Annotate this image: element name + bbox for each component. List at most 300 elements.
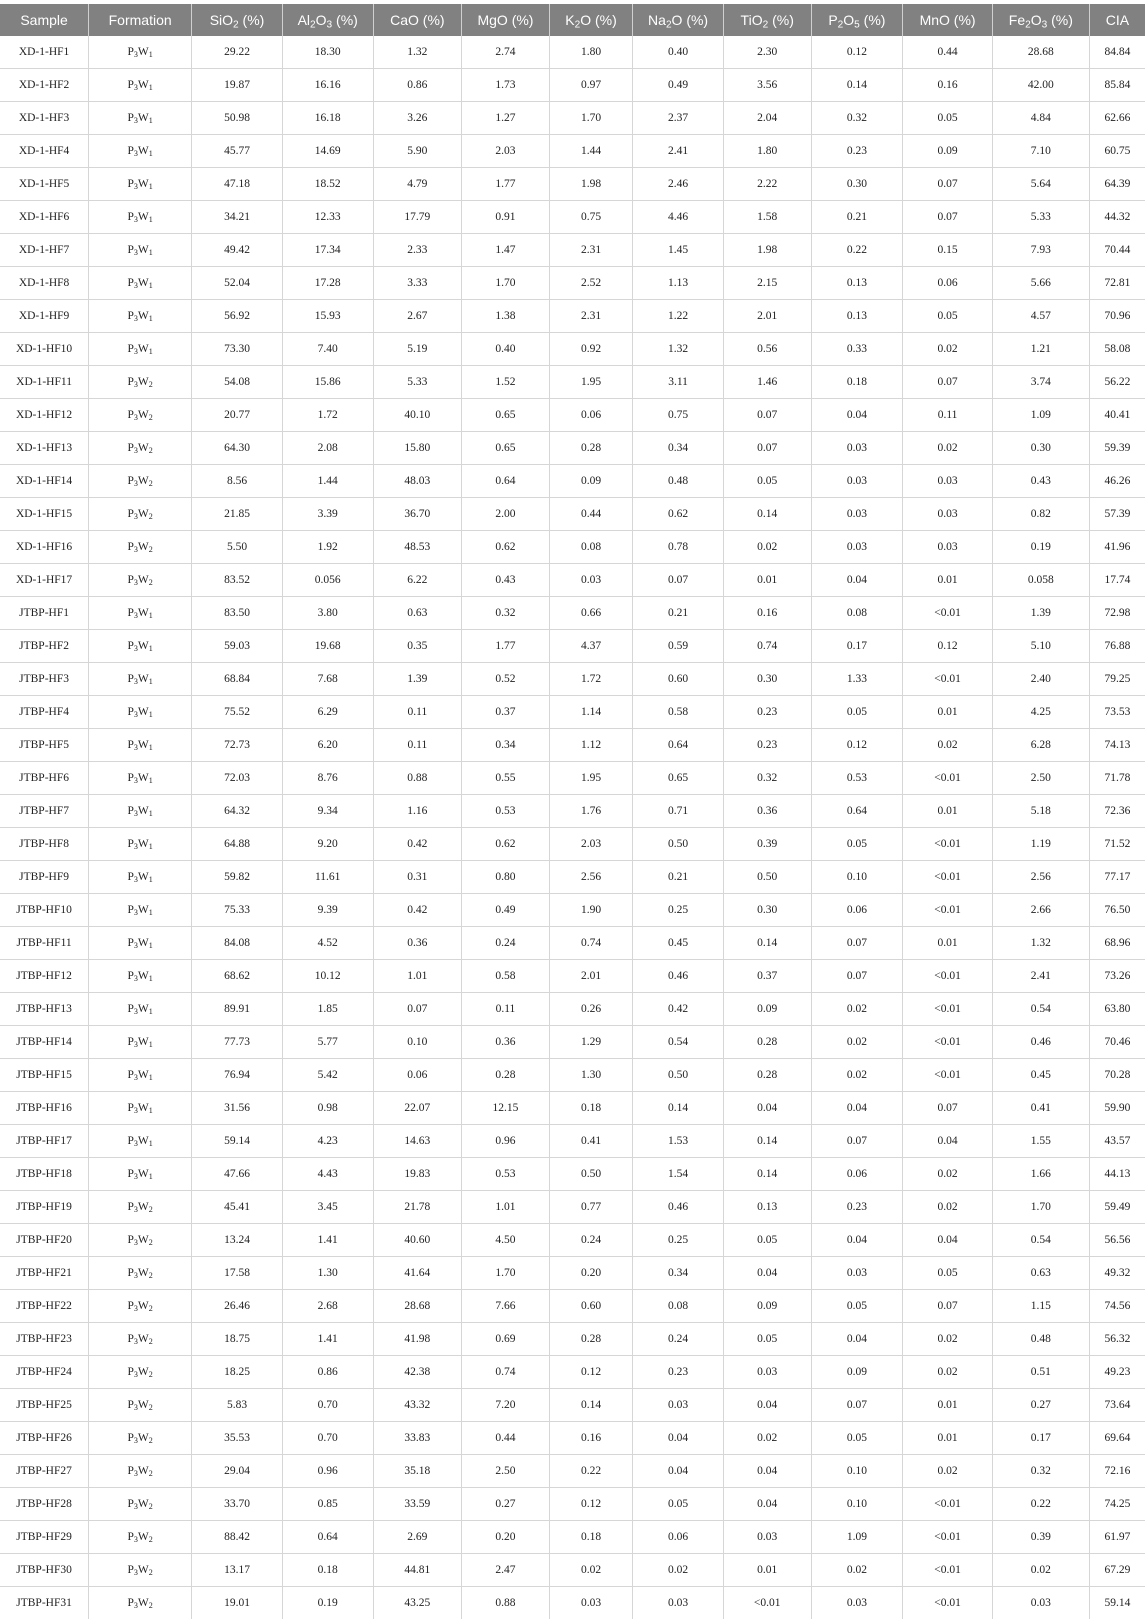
cell-al2o3: 1.30 [282,1257,373,1290]
cell-mgo: 1.73 [462,69,550,102]
cell-na2o: 0.25 [633,894,724,927]
text-part: P [127,409,133,421]
text-part: W [138,1564,149,1576]
cell-p2o5: 0.07 [811,1125,903,1158]
cell-k2o: 0.75 [549,201,632,234]
cell-na2o: 0.75 [633,399,724,432]
cell-sio2: 35.53 [192,1422,283,1455]
cell-formation [89,69,192,102]
cell-na2o: 0.62 [633,498,724,531]
cell-p2o5: 0.03 [811,465,903,498]
cell-tio2: 2.15 [723,267,811,300]
cell-cia: 49.32 [1089,1257,1145,1290]
cell-sio2: 13.17 [192,1554,283,1587]
cell-k2o: 0.74 [549,927,632,960]
cell-cao: 48.53 [373,531,462,564]
cell-p2o5: 0.07 [811,927,903,960]
subscript: 2 [149,1205,153,1214]
cell-k2o: 1.29 [549,1026,632,1059]
cell-k2o: 2.03 [549,828,632,861]
cell-na2o: 2.41 [633,135,724,168]
table-row [0,201,1145,234]
text-part: P [127,772,133,784]
text-part: P [127,1465,133,1477]
cell-mgo: 0.11 [462,993,550,1026]
cell-mno: <0.01 [903,1026,993,1059]
text-part: P [127,838,133,850]
subscript: 3 [134,1337,138,1346]
subscript: 1 [149,83,153,92]
cell-mgo: 0.37 [462,696,550,729]
cell-k2o: 2.01 [549,960,632,993]
cell-mno: <0.01 [903,894,993,927]
cell-k2o: 0.02 [549,1554,632,1587]
cell-al2o3: 9.34 [282,795,373,828]
column-header-cao [373,4,462,36]
cell-formation [89,630,192,663]
text-part: W [138,937,149,949]
cell-formation [89,1389,192,1422]
cell-fe2o3: 2.41 [992,960,1089,993]
text-part: W [138,376,149,388]
cell-tio2: 0.04 [723,1257,811,1290]
text-part: Sample [20,12,67,28]
cell-sio2: 83.50 [192,597,283,630]
text-part: P [127,1300,133,1312]
cell-cao: 0.31 [373,861,462,894]
cell-k2o: 1.70 [549,102,632,135]
cell-mno: 0.02 [903,1323,993,1356]
cell-al2o3: 1.85 [282,993,373,1026]
text-part: W [138,673,149,685]
cell-mgo: 0.53 [462,795,550,828]
cell-mgo: 0.36 [462,1026,550,1059]
cell-cia: 79.25 [1089,663,1145,696]
cell-sample: XD-1-HF15 [0,498,89,531]
subscript: 2 [149,446,153,455]
cell-sample: JTBP-HF1 [0,597,89,630]
cell-cao: 33.83 [373,1422,462,1455]
cell-al2o3: 1.44 [282,465,373,498]
table-row [0,828,1145,861]
text-part: P [127,937,133,949]
cell-mgo: 0.96 [462,1125,550,1158]
subscript: 1 [149,611,153,620]
table-row [0,69,1145,102]
cell-tio2: 0.56 [723,333,811,366]
cell-al2o3: 18.52 [282,168,373,201]
table-row [0,927,1145,960]
cell-p2o5: 0.02 [811,1026,903,1059]
cell-tio2: 0.09 [723,1290,811,1323]
cell-sio2: 49.42 [192,234,283,267]
cell-k2o: 0.12 [549,1488,632,1521]
subscript: 3 [1042,20,1048,31]
text-part: MnO (%) [920,12,976,28]
cell-cia: 43.57 [1089,1125,1145,1158]
cell-formation [89,729,192,762]
cell-mno: <0.01 [903,1587,993,1619]
cell-fe2o3: 5.18 [992,795,1089,828]
cell-sample: XD-1-HF4 [0,135,89,168]
cell-sio2: 52.04 [192,267,283,300]
table-row [0,960,1145,993]
cell-mgo: 1.77 [462,630,550,663]
cell-mgo: 2.03 [462,135,550,168]
subscript: 3 [134,644,138,653]
text-part: P [127,1102,133,1114]
cell-sio2: 31.56 [192,1092,283,1125]
cell-p2o5: 0.64 [811,795,903,828]
cell-p2o5: 0.02 [811,1059,903,1092]
cell-k2o: 0.26 [549,993,632,1026]
cell-na2o: 0.25 [633,1224,724,1257]
cell-formation [89,1257,192,1290]
cell-fe2o3: 42.00 [992,69,1089,102]
subscript: 1 [149,974,153,983]
subscript: 1 [149,347,153,356]
cell-cia: 73.64 [1089,1389,1145,1422]
subscript: 3 [134,1304,138,1313]
cell-sample: XD-1-HF5 [0,168,89,201]
cell-fe2o3: 1.09 [992,399,1089,432]
table-row [0,1059,1145,1092]
cell-tio2: 0.13 [723,1191,811,1224]
table-row [0,135,1145,168]
cell-p2o5: 0.21 [811,201,903,234]
cell-al2o3: 6.29 [282,696,373,729]
cell-na2o: 2.46 [633,168,724,201]
cell-na2o: 0.45 [633,927,724,960]
subscript: 1 [149,710,153,719]
text-part: P [127,442,133,454]
cell-k2o: 0.09 [549,465,632,498]
cell-cao: 40.10 [373,399,462,432]
cell-formation [89,1059,192,1092]
subscript: 3 [134,842,138,851]
cell-sample: JTBP-HF25 [0,1389,89,1422]
text-part: P [127,310,133,322]
cell-sio2: 5.83 [192,1389,283,1422]
cell-al2o3: 0.96 [282,1455,373,1488]
cell-mno: <0.01 [903,1059,993,1092]
text-part: W [138,1597,149,1609]
cell-k2o: 0.97 [549,69,632,102]
cell-sample: JTBP-HF23 [0,1323,89,1356]
text-part: CaO (%) [390,12,444,28]
cell-mno: 0.09 [903,135,993,168]
cell-fe2o3: 0.82 [992,498,1089,531]
cell-cao: 5.19 [373,333,462,366]
cell-sio2: 68.62 [192,960,283,993]
cell-cia: 56.56 [1089,1224,1145,1257]
cell-na2o: 0.49 [633,69,724,102]
cell-sample: XD-1-HF6 [0,201,89,234]
cell-na2o: 0.65 [633,762,724,795]
text-part: P [127,1069,133,1081]
cell-cia: 57.39 [1089,498,1145,531]
cell-fe2o3: 2.40 [992,663,1089,696]
table-row [0,1257,1145,1290]
subscript: 3 [134,710,138,719]
cell-cia: 40.41 [1089,399,1145,432]
cell-formation [89,960,192,993]
text-part: W [138,739,149,751]
cell-cia: 44.32 [1089,201,1145,234]
cell-p2o5: 0.04 [811,399,903,432]
cell-mgo: 0.65 [462,399,550,432]
cell-sio2: 45.77 [192,135,283,168]
cell-formation [89,135,192,168]
cell-mgo: 0.32 [462,597,550,630]
cell-formation [89,597,192,630]
text-part: W [138,244,149,256]
cell-tio2: 0.14 [723,1125,811,1158]
cell-formation [89,663,192,696]
cell-mgo: 0.62 [462,531,550,564]
cell-fe2o3: 28.68 [992,36,1089,69]
text-part: P [127,1597,133,1609]
cell-cia: 76.88 [1089,630,1145,663]
cell-fe2o3: 5.66 [992,267,1089,300]
cell-mgo: 0.62 [462,828,550,861]
cell-mgo: 2.47 [462,1554,550,1587]
cell-mgo: 1.77 [462,168,550,201]
table-row [0,1587,1145,1619]
cell-al2o3: 10.12 [282,960,373,993]
cell-k2o: 1.90 [549,894,632,927]
cell-sio2: 77.73 [192,1026,283,1059]
text-part: P [127,277,133,289]
cell-tio2: 0.23 [723,696,811,729]
cell-cia: 67.29 [1089,1554,1145,1587]
text-part: W [138,112,149,124]
cell-na2o: 0.34 [633,432,724,465]
cell-cia: 60.75 [1089,135,1145,168]
cell-tio2: 1.46 [723,366,811,399]
cell-formation [89,399,192,432]
cell-fe2o3: 0.39 [992,1521,1089,1554]
cell-al2o3: 9.39 [282,894,373,927]
cell-mno: 0.04 [903,1125,993,1158]
cell-cao: 2.33 [373,234,462,267]
cell-sample: JTBP-HF27 [0,1455,89,1488]
cell-mno: 0.07 [903,168,993,201]
cell-cia: 74.13 [1089,729,1145,762]
cell-fe2o3: 1.32 [992,927,1089,960]
cell-na2o: 0.03 [633,1389,724,1422]
cell-mgo: 0.65 [462,432,550,465]
cell-cia: 72.16 [1089,1455,1145,1488]
cell-mno: 0.01 [903,1422,993,1455]
subscript: 2 [149,1304,153,1313]
cell-formation [89,36,192,69]
text-part: P [127,145,133,157]
cell-cao: 0.35 [373,630,462,663]
cell-formation [89,201,192,234]
cell-p2o5: 0.05 [811,1290,903,1323]
cell-cia: 59.14 [1089,1587,1145,1619]
cell-formation [89,927,192,960]
cell-cao: 6.22 [373,564,462,597]
cell-fe2o3: 0.43 [992,465,1089,498]
cell-mno: <0.01 [903,663,993,696]
cell-na2o: 0.40 [633,36,724,69]
subscript: 2 [149,1337,153,1346]
cell-sample: XD-1-HF10 [0,333,89,366]
cell-sio2: 76.94 [192,1059,283,1092]
text-part: P [127,640,133,652]
cell-sample: JTBP-HF28 [0,1488,89,1521]
cell-k2o: 1.30 [549,1059,632,1092]
subscript: 5 [854,20,860,31]
cell-na2o: 0.06 [633,1521,724,1554]
cell-al2o3: 4.23 [282,1125,373,1158]
cell-al2o3: 7.68 [282,663,373,696]
subscript: 3 [134,1568,138,1577]
cell-sio2: 18.75 [192,1323,283,1356]
cell-al2o3: 12.33 [282,201,373,234]
subscript: 3 [134,446,138,455]
cell-sample: JTBP-HF7 [0,795,89,828]
subscript: 1 [149,842,153,851]
cell-sample: XD-1-HF1 [0,36,89,69]
subscript: 3 [134,314,138,323]
cell-sample: XD-1-HF2 [0,69,89,102]
cell-tio2: 2.22 [723,168,811,201]
subscript: 3 [134,743,138,752]
subscript: 1 [149,941,153,950]
cell-cao: 14.63 [373,1125,462,1158]
cell-na2o: 0.08 [633,1290,724,1323]
cell-cia: 73.53 [1089,696,1145,729]
text-part: P [127,1564,133,1576]
table-row [0,663,1145,696]
text-part: W [138,1069,149,1081]
cell-p2o5: 0.33 [811,333,903,366]
cell-na2o: 0.21 [633,861,724,894]
cell-fe2o3: 6.28 [992,729,1089,762]
cell-formation [89,366,192,399]
cell-sample: JTBP-HF12 [0,960,89,993]
subscript: 1 [149,281,153,290]
column-header-sio2 [192,4,283,36]
cell-k2o: 0.03 [549,564,632,597]
cell-sample: JTBP-HF21 [0,1257,89,1290]
cell-p2o5: 0.04 [811,1092,903,1125]
cell-sio2: 83.52 [192,564,283,597]
cell-fe2o3: 0.03 [992,1587,1089,1619]
cell-fe2o3: 0.45 [992,1059,1089,1092]
cell-mno: <0.01 [903,993,993,1026]
cell-tio2: 0.39 [723,828,811,861]
cell-cao: 42.38 [373,1356,462,1389]
cell-k2o: 2.31 [549,300,632,333]
cell-p2o5: 0.02 [811,993,903,1026]
cell-fe2o3: 0.51 [992,1356,1089,1389]
cell-mgo: 0.20 [462,1521,550,1554]
text-part: W [138,442,149,454]
cell-fe2o3: 2.50 [992,762,1089,795]
cell-sio2: 18.25 [192,1356,283,1389]
cell-formation [89,1158,192,1191]
cell-cao: 5.33 [373,366,462,399]
subscript: 1 [149,1106,153,1115]
cell-fe2o3: 7.10 [992,135,1089,168]
cell-na2o: 0.59 [633,630,724,663]
subscript: 2 [310,20,316,31]
cell-cao: 0.42 [373,828,462,861]
subscript: 3 [134,116,138,125]
subscript: 1 [149,1007,153,1016]
subscript: 2 [149,545,153,554]
cell-cia: 70.44 [1089,234,1145,267]
cell-mgo: 0.74 [462,1356,550,1389]
cell-mno: 0.05 [903,300,993,333]
cell-mgo: 0.28 [462,1059,550,1092]
cell-mno: 0.07 [903,1290,993,1323]
column-header-tio2 [723,4,811,36]
cell-sample: XD-1-HF7 [0,234,89,267]
cell-mgo: 0.52 [462,663,550,696]
text-part: P [127,178,133,190]
subscript: 1 [149,215,153,224]
text-part: P [127,46,133,58]
cell-al2o3: 3.45 [282,1191,373,1224]
cell-cao: 44.81 [373,1554,462,1587]
cell-p2o5: 0.06 [811,894,903,927]
text-part: SiO [210,12,233,28]
cell-sample: XD-1-HF14 [0,465,89,498]
cell-formation [89,432,192,465]
cell-sio2: 68.84 [192,663,283,696]
table-row [0,498,1145,531]
cell-sio2: 19.01 [192,1587,283,1619]
table-row [0,333,1145,366]
cell-na2o: 0.46 [633,1191,724,1224]
table-row [0,597,1145,630]
cell-mno: 0.07 [903,1092,993,1125]
cell-fe2o3: 4.57 [992,300,1089,333]
subscript: 3 [134,1436,138,1445]
cell-mno: 0.02 [903,432,993,465]
cell-sio2: 26.46 [192,1290,283,1323]
cell-formation [89,234,192,267]
cell-k2o: 0.60 [549,1290,632,1323]
table-row [0,1323,1145,1356]
cell-formation [89,102,192,135]
cell-cia: 72.98 [1089,597,1145,630]
cell-al2o3: 7.40 [282,333,373,366]
column-header-al2o3 [282,4,373,36]
cell-cia: 17.74 [1089,564,1145,597]
cell-cao: 5.90 [373,135,462,168]
column-header-mgo [462,4,550,36]
text-part: (%) [860,12,886,28]
cell-sample: JTBP-HF17 [0,1125,89,1158]
cell-sio2: 72.03 [192,762,283,795]
cell-fe2o3: 1.70 [992,1191,1089,1224]
table-header [0,4,1145,36]
cell-cia: 77.17 [1089,861,1145,894]
subscript: 3 [134,479,138,488]
subscript: 3 [134,1403,138,1412]
text-part: O [316,12,327,28]
cell-cia: 74.56 [1089,1290,1145,1323]
cell-cao: 22.07 [373,1092,462,1125]
cell-al2o3: 2.08 [282,432,373,465]
column-header-cia [1089,4,1145,36]
